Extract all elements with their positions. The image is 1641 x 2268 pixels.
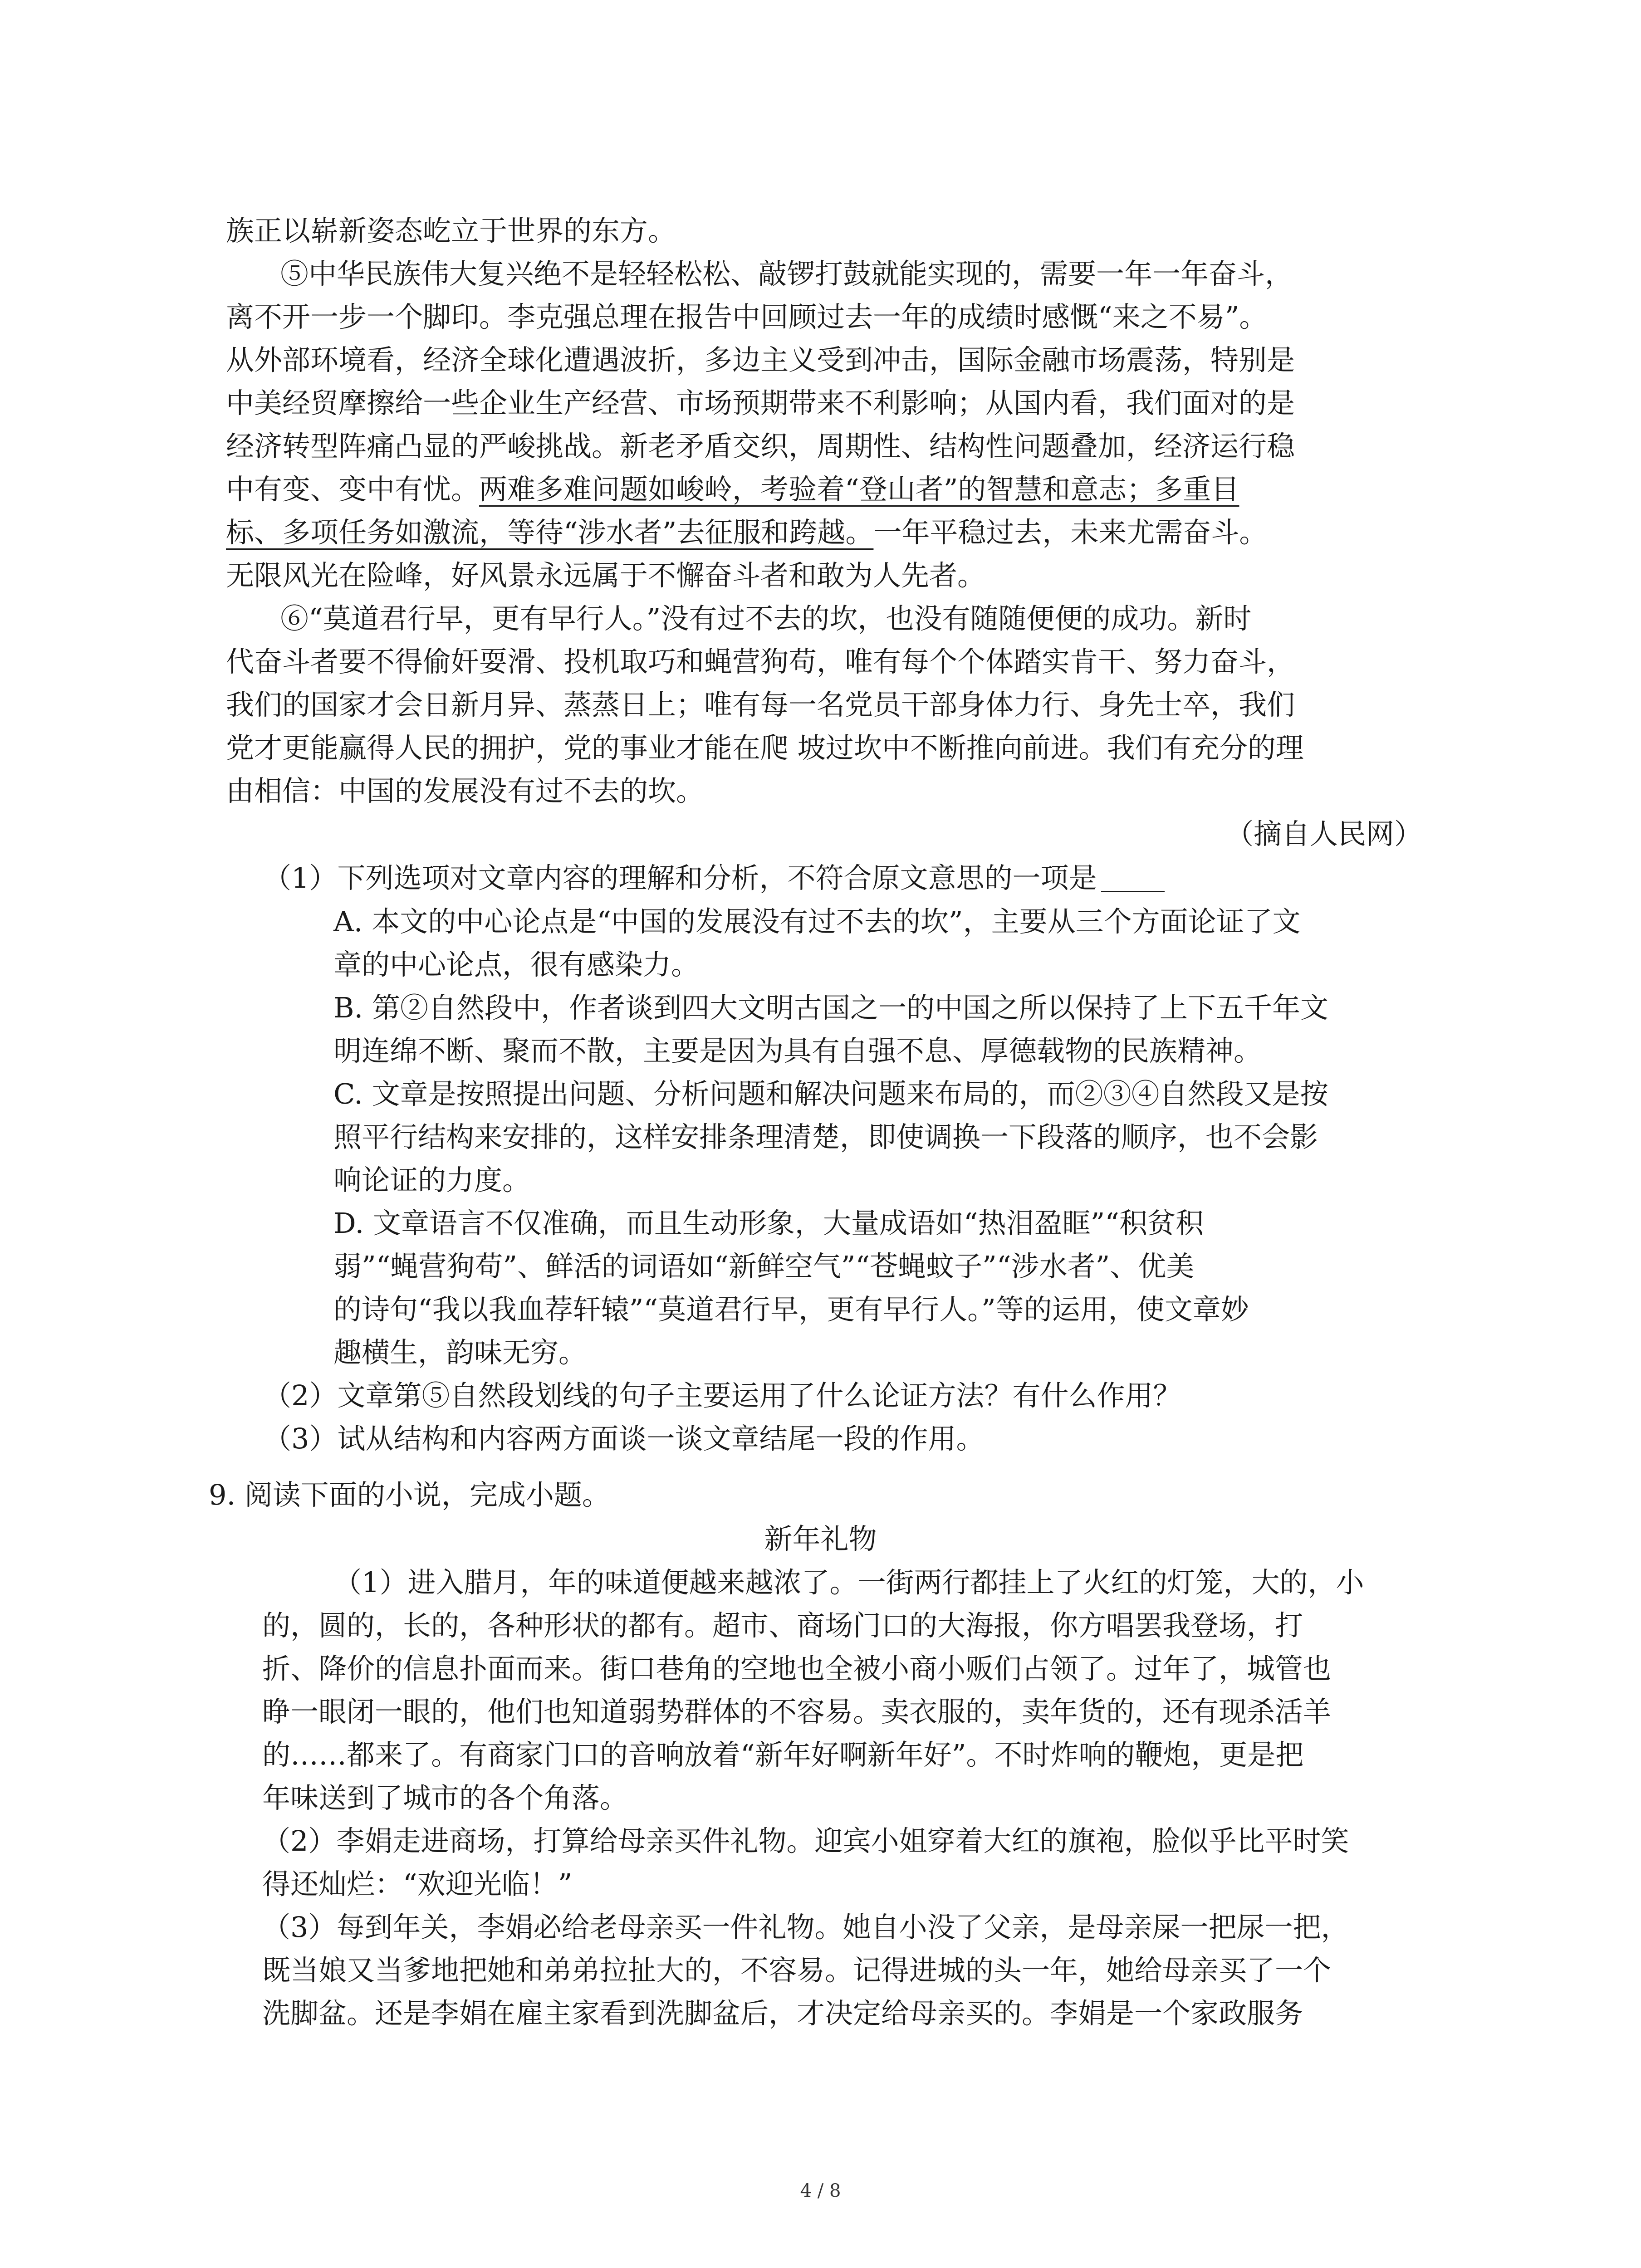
text-line: （2）李娟走进商场，打算给母亲买件礼物。迎宾小姐穿着大红的旗袍，脸似乎比平时笑 xyxy=(262,1824,1349,1857)
text-line: ⑥“莫道君行早，更有早行人。”没有过不去的坎，也没有随随便便的成功。新时 xyxy=(280,602,1252,635)
text-line: 既当娘又当爹地把她和弟弟拉扯大的，不容易。记得进城的头一年，她给母亲买了一个 xyxy=(262,1954,1332,1987)
option-d: D. 文章语言不仅准确，而且生动形象，大量成语如“热泪盈眶”“积贫积 xyxy=(333,1207,1204,1240)
text-line: 折、降价的信息扑面而来。街口巷角的空地也全被小商小贩们占领了。过年了，城管也 xyxy=(262,1652,1332,1685)
text-line: ⑤中华民族伟大复兴绝不是轻轻松松、敲锣打鼓就能实现的，需要一年一年奋斗， xyxy=(280,257,1293,290)
option-c: C. 文章是按照提出问题、分析问题和解决问题来布局的，而②③④自然段又是按 xyxy=(333,1077,1328,1110)
option-c-cont: 照平行结构来安排的，这样安排条理清楚，即使调换一下段落的顺序，也不会影 xyxy=(333,1120,1318,1154)
text-line: （1）进入腊月，年的味道便越来越浓了。一街两行都挂上了火红的灯笼，大的，小 xyxy=(333,1566,1364,1599)
option-d-cont: 弱”“蝇营狗苟”、鲜活的词语如“新鲜空气”“苍蝇蚊子”“涉水者”、优美 xyxy=(333,1250,1195,1283)
text-line: 的……都来了。有商家门口的音响放着“新年好啊新年好”。不时炸响的鞭炮，更是把 xyxy=(262,1738,1304,1771)
story-title: 新年礼物 xyxy=(764,1522,877,1555)
text-line: 党才更能赢得人民的拥护，党的事业才能在爬 坡过坎中不断推向前进。我们有充分的理 xyxy=(226,731,1304,764)
text-line: 从外部环境看，经济全球化遭遇波折，多边主义受到冲击，国际金融市场震荡，特别是 xyxy=(226,343,1295,376)
text-line: 的，圆的，长的，各种形状的都有。超市、商场门口的大海报，你方唱罢我登场，打 xyxy=(262,1609,1303,1642)
section-heading: 9. 阅读下面的小说，完成小题。 xyxy=(209,1478,610,1511)
option-b: B. 第②自然段中，作者谈到四大文明古国之一的中国之所以保持了上下五千年文 xyxy=(333,991,1328,1024)
text-segment: 中有变、变中有忧。 xyxy=(226,473,480,506)
option-c-cont: 响论证的力度。 xyxy=(333,1163,531,1197)
question-3: （3）试从结构和内容两方面谈一谈文章结尾一段的作用。 xyxy=(263,1422,985,1455)
text-line: 离不开一步一个脚印。李克强总理在报告中回顾过去一年的成绩时感慨“来之不易”。 xyxy=(226,300,1268,333)
option-b-cont: 明连绵不断、聚而不散，主要是因为具有自强不息、厚德载物的民族精神。 xyxy=(333,1034,1262,1067)
text-line: 代奋斗者要不得偷奸耍滑、投机取巧和蝇营狗苟，唯有每个个体踏实肯干、努力奋斗， xyxy=(226,645,1295,678)
underlined-sentence: 两难多难问题如峻岭，考验着“登山者”的智慧和意志；多重目 xyxy=(479,473,1239,506)
text-line: 得还灿烂：“欢迎光临！” xyxy=(262,1867,573,1901)
text-line: 我们的国家才会日新月异、蒸蒸日上；唯有每一名党员干部身体力行、身先士卒，我们 xyxy=(226,688,1295,721)
option-d-cont: 趣横生，韵味无穷。 xyxy=(333,1336,587,1369)
question-1 xyxy=(263,861,1165,894)
text-line: 洗脚盆。还是李娟在雇主家看到洗脚盆后，才决定给母亲买的。李娟是一个家政服务 xyxy=(262,1997,1303,2030)
source-citation: （摘自人民网） xyxy=(1225,817,1422,850)
question-text: （1）下列选项对文章内容的理解和分析，不符合原文意思的一项是 xyxy=(263,861,1097,894)
text-line: （3）每到年关，李娟必给老母亲买一件礼物。她自小没了父亲，是母亲屎一把尿一把， xyxy=(262,1911,1349,1944)
text-line xyxy=(226,518,1267,547)
option-a-cont: 章的中心论点，很有感染力。 xyxy=(333,948,700,981)
underlined-sentence: 标、多项任务如激流，等待“涉水者”去征服和跨越。 xyxy=(226,516,874,549)
option-d-cont: 的诗句“我以我血荐轩辕”“莫道君行早，更有早行人。”等的运用，使文章妙 xyxy=(333,1293,1249,1326)
text-line: 无限风光在险峰，好风景永远属于不懈奋斗者和敢为人先者。 xyxy=(226,559,986,592)
text-line: 中美经贸摩擦给一些企业生产经营、市场预期带来不利影响；从国内看，我们面对的是 xyxy=(226,386,1295,420)
text-segment: 一年平稳过去，未来尤需奋斗。 xyxy=(873,516,1268,549)
answer-blank xyxy=(1101,865,1165,892)
text-line: 经济转型阵痛凸显的严峻挑战。新老矛盾交织，周期性、结构性问题叠加，经济运行稳 xyxy=(226,430,1295,463)
text-line: 由相信：中国的发展没有过不去的坎。 xyxy=(226,774,705,807)
text-line: 睁一眼闭一眼的，他们也知道弱势群体的不容易。卖衣服的，卖年货的，还有现杀活羊 xyxy=(262,1695,1332,1728)
text-line: 族正以崭新姿态屹立于世界的东方。 xyxy=(226,214,676,247)
question-2: （2）文章第⑤自然段划线的句子主要运用了什么论证方法？有什么作用？ xyxy=(263,1379,1181,1412)
page-number: 4 / 8 xyxy=(800,2180,841,2201)
text-line xyxy=(226,473,1239,506)
option-a: A. 本文的中心论点是“中国的发展没有过不去的坎”，主要从三个方面论证了文 xyxy=(333,905,1301,938)
text-line: 年味送到了城市的各个角落。 xyxy=(262,1781,628,1814)
